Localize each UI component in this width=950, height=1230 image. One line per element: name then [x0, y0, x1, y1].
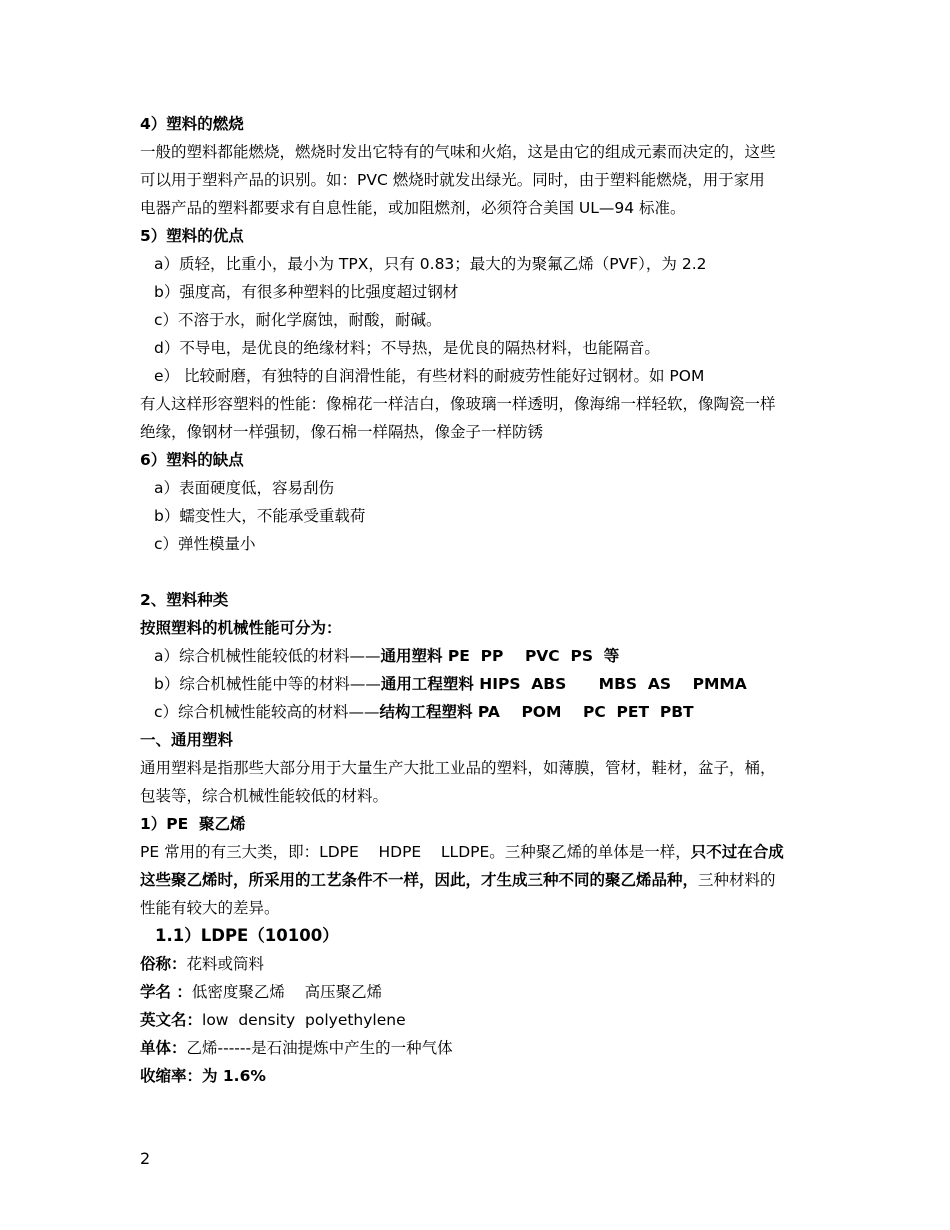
field-label: 单体： [140, 1039, 187, 1057]
paragraph-line: 可以用于塑料产品的识别。如：PVC 燃烧时就发出绿光。同时，由于塑料能燃烧，用于家用 [140, 171, 765, 189]
list-item [140, 642, 812, 670]
list-item: a）质轻，比重小，最小为 TPX，只有 0.83；最大的为聚氟乙烯（PVF），为 2.2 [154, 255, 707, 273]
item-prefix: a）综合机械性能较低的材料—— [154, 647, 381, 665]
list-item: b）蠕变性大，不能承受重载荷 [154, 507, 366, 525]
item-prefix: c）综合机械性能较高的材料—— [154, 703, 380, 721]
field-label: 学名 ： [140, 983, 192, 1001]
field-row [140, 978, 812, 1006]
section5-heading: 5）塑料的优点 [140, 227, 244, 245]
pe-heading: 1）PE 聚乙烯 [140, 815, 246, 833]
list-item: c）弹性模量小 [154, 535, 256, 553]
list-item: c）不溶于水，耐化学腐蚀，耐酸，耐碱。 [154, 311, 442, 329]
pe-text: PE 常用的有三大类，即：LDPE HDPE LLDPE。三种聚乙烯的单体是一样， [140, 843, 691, 861]
list-item: d）不导电，是优良的绝缘材料；不导热，是优良的隔热材料，也能隔音。 [154, 339, 660, 357]
types-heading: 2、塑料种类 [140, 591, 229, 609]
paragraph-line [140, 866, 812, 894]
list-item: a）表面硬度低，容易刮伤 [154, 479, 334, 497]
field-value: 花料或筒料 [186, 955, 265, 973]
field-value: low density polyethylene [202, 1011, 406, 1029]
field-row [140, 950, 812, 978]
field-label: 俗称： [140, 955, 187, 973]
section4-heading: 4）塑料的燃烧 [140, 115, 244, 133]
field-row [140, 1034, 812, 1062]
pe-bold-text: 这些聚乙烯时，所采用的工艺条件不一样，因此，才生成三种不同的聚乙烯品种， [140, 871, 699, 889]
field-row [140, 1006, 812, 1034]
list-item [140, 698, 812, 726]
paragraph-line: 电器产品的塑料都要求有自息性能，或加阻燃剂，必须符合美国 UL—94 标准。 [140, 199, 686, 217]
types-subheading: 按照塑料的机械性能可分为： [140, 619, 342, 637]
pe-text: 三种材料的 [698, 871, 776, 889]
shrinkage-line: 收缩率：为 1.6% [140, 1067, 266, 1085]
item-bold: 通用工程塑料 HIPS ABS MBS AS PMMA [380, 675, 747, 693]
item-bold: 通用塑料 PE PP PVC PS 等 [380, 647, 620, 665]
list-item: b）强度高，有很多种塑料的比强度超过钢材 [154, 283, 459, 301]
item-prefix: b）综合机械性能中等的材料—— [154, 675, 381, 693]
paragraph-line: 一般的塑料都能燃烧，燃烧时发出它特有的气味和火焰，这是由它的组成元素而决定的，这些 [140, 143, 776, 161]
field-value: 乙烯------是石油提炼中产生的一种气体 [186, 1039, 453, 1057]
list-item: e） 比较耐磨，有独特的自润滑性能，有些材料的耐疲劳性能好过钢材。如 POM [154, 367, 705, 385]
list-item [140, 670, 812, 698]
item-bold: 结构工程塑料 PA POM PC PET PBT [379, 703, 694, 721]
pe-bold-text: 只不过在合成 [690, 843, 784, 861]
ldpe-heading: 1.1）LDPE（10100） [155, 926, 339, 945]
types-block [140, 586, 812, 1090]
paragraph-line [140, 838, 812, 866]
page-number: 2 [140, 1149, 151, 1168]
field-label: 英文名： [140, 1011, 203, 1029]
general-heading: 一、通用塑料 [140, 731, 234, 749]
paragraph-line: 绝缘，像钢材一样强韧，像石棉一样隔热，像金子一样防锈 [140, 423, 544, 441]
paragraph-line: 通用塑料是指那些大部分用于大量生产大批工业品的塑料，如薄膜，管材，鞋材，盆子，桶， [140, 759, 776, 777]
paragraph-line: 性能有较大的差异。 [140, 899, 280, 917]
paragraph-line: 包装等，综合机械性能较低的材料。 [140, 787, 389, 805]
field-value: 低密度聚乙烯 高压聚乙烯 [191, 983, 383, 1001]
section6-heading: 6）塑料的缺点 [140, 451, 244, 469]
properties-block [140, 110, 812, 558]
paragraph-line: 有人这样形容塑料的性能：像棉花一样洁白，像玻璃一样透明，像海绵一样轻软，像陶瓷一样 [140, 395, 776, 413]
